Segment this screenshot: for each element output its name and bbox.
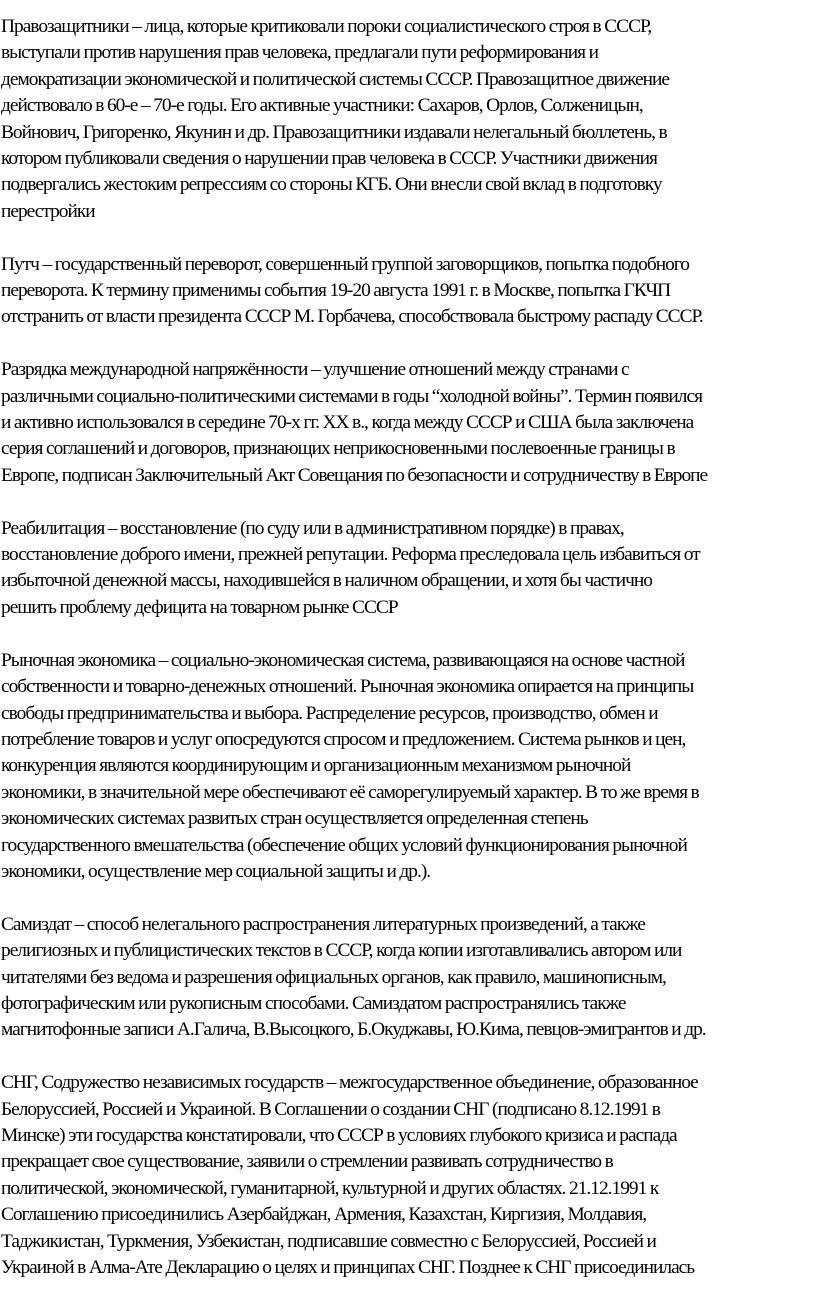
text-line: Самиздат – способ нелегального распространения литературных произведений, а также <box>1 913 645 935</box>
text-line: Рыночная экономика – социально-экономическая система, развивающаяся на основе частной <box>1 649 685 671</box>
text-line: Белоруссией, Россией и Украиной. В Соглашении о создании СНГ (подписано 8.12.1991 в <box>1 1098 660 1120</box>
text-line: потребление товаров и услуг опосредуются спросом и предложением. Система рынков и цен, <box>1 728 686 750</box>
paragraph-cis <box>0 1070 816 1281</box>
text-line: Минске) эти государства констатировали, что СССР в условиях глубокого кризиса и распада <box>1 1124 677 1146</box>
text-line: прекращает свое существование, заявили о стремлении развивать сотрудничество в <box>1 1151 613 1173</box>
text-line: Таджикистан, Туркмения, Узбекистан, подписавшие совместно с Белоруссией, Россией и <box>1 1230 656 1252</box>
text-line: собственности и товарно-денежных отношений. Рыночная экономика опирается на принципы <box>1 676 694 698</box>
text-line: восстановление доброго имени, прежней репутации. Реформа преследовала цель избавиться от <box>1 544 700 566</box>
text-line: решить проблему дефицита на товарном рынке СССР <box>1 596 398 618</box>
text-line: свободы предпринимательства и выбора. Распределение ресурсов, производство, обмен и <box>1 702 658 724</box>
text-line: Войнович, Григоренко, Якунин и др. Правозащитники издавали нелегальный бюллетень, в <box>1 121 667 143</box>
text-line: избыточной денежной массы, находившейся в наличном обращении, и хотя бы частично <box>1 570 652 592</box>
text-line: Реабилитация – восстановление (по суду или в административном порядке) в правах, <box>1 517 624 539</box>
text-line: Украиной в Алма-Ате Декларацию о целях и принципах СНГ. Позднее к СНГ присоединилась <box>1 1257 695 1278</box>
text-line: СНГ, Содружество независимых государств – межгосударственное объединение, образованное <box>1 1072 698 1094</box>
text-line: экономики, осуществление мер социальной защиты и др.). <box>1 860 431 882</box>
text-line: государственного вмешательства (обеспечение общих условий функционирования рыночной <box>1 834 687 856</box>
paragraph-rehabilitation <box>0 516 816 622</box>
text-line: Правозащитники – лица, которые критиковали пороки социалистического строя в СССР, <box>1 16 652 37</box>
text-line: выступали против нарушения прав человека, предлагали пути реформирования и <box>1 42 599 64</box>
text-line: Разрядка международной напряжённости – улучшение отношений между странами с <box>1 359 629 381</box>
text-line: политической, экономической, гуманитарной, культурной и других областях. 21.12.1991 к <box>1 1177 659 1199</box>
text-line: магнитофонные записи А.Галича, В.Высоцкого, Б.Окуджавы, Ю.Кима, певцов-эмигрантов и др. <box>1 1019 706 1041</box>
text-line: котором публиковали сведения о нарушении прав человека в СССР. Участники движения <box>1 148 657 170</box>
text-line: Соглашению присоединились Азербайджан, Армения, Казахстан, Киргизия, Молдавия, <box>1 1204 647 1226</box>
text-line: экономических системах развитых стран осуществляется определенная степень <box>1 808 588 830</box>
text-line: экономики, в значительной мере обеспечивают её саморегулируемый характер. В то же время в <box>1 781 699 803</box>
text-line: Путч – государственный переворот, совершенный группой заговорщиков, попытка подобного <box>1 253 689 275</box>
document-page <box>0 14 816 1308</box>
paragraph-putsch <box>0 252 816 331</box>
text-line: перестройки <box>1 200 95 222</box>
text-line: религиозных и публицистических текстов в СССР, когда копии изготавливались автором или <box>1 940 682 962</box>
text-line: демократизации экономической и политической системы СССР. Правозащитное движение <box>1 68 670 90</box>
text-line: читателями без ведома и разрешения официальных органов, как правило, машинописным, <box>1 966 666 988</box>
paragraph-human-rights-defenders <box>0 14 816 225</box>
text-line: различными социально-политическими системами в годы “холодной войны”. Термин появился <box>1 385 702 407</box>
text-line: Европе, подписан Заключительный Акт Совещания по безопасности и сотрудничеству в Европе <box>1 464 708 486</box>
text-line: и активно использовался в середине 70-х гг. XX в., когда между СССР и США была заключена <box>1 412 694 434</box>
text-line: переворота. К термину применимы события 19-20 августа 1991 г. в Москве, попытка ГКЧП <box>1 280 671 302</box>
text-line: конкуренция являются координирующим и организационным механизмом рыночной <box>1 755 631 777</box>
text-line: действовало в 60-е – 70-е годы. Его активные участники: Сахаров, Орлов, Солженицын, <box>1 95 643 117</box>
paragraph-detente <box>0 357 816 489</box>
text-line: фотографическим или рукописным способами. Самиздатом распространялись также <box>1 992 626 1014</box>
text-line: подвергались жестоким репрессиям со стороны КГБ. Они внесли свой вклад в подготовку <box>1 174 662 196</box>
paragraph-market-economy <box>0 648 816 886</box>
text-line: отстранить от власти президента СССР М. Горбачева, способствовала быстрому распаду СССР. <box>1 306 703 328</box>
text-line: серия соглашений и договоров, признающих неприкосновенными послевоенные границы в <box>1 438 675 460</box>
paragraph-samizdat <box>0 912 816 1044</box>
